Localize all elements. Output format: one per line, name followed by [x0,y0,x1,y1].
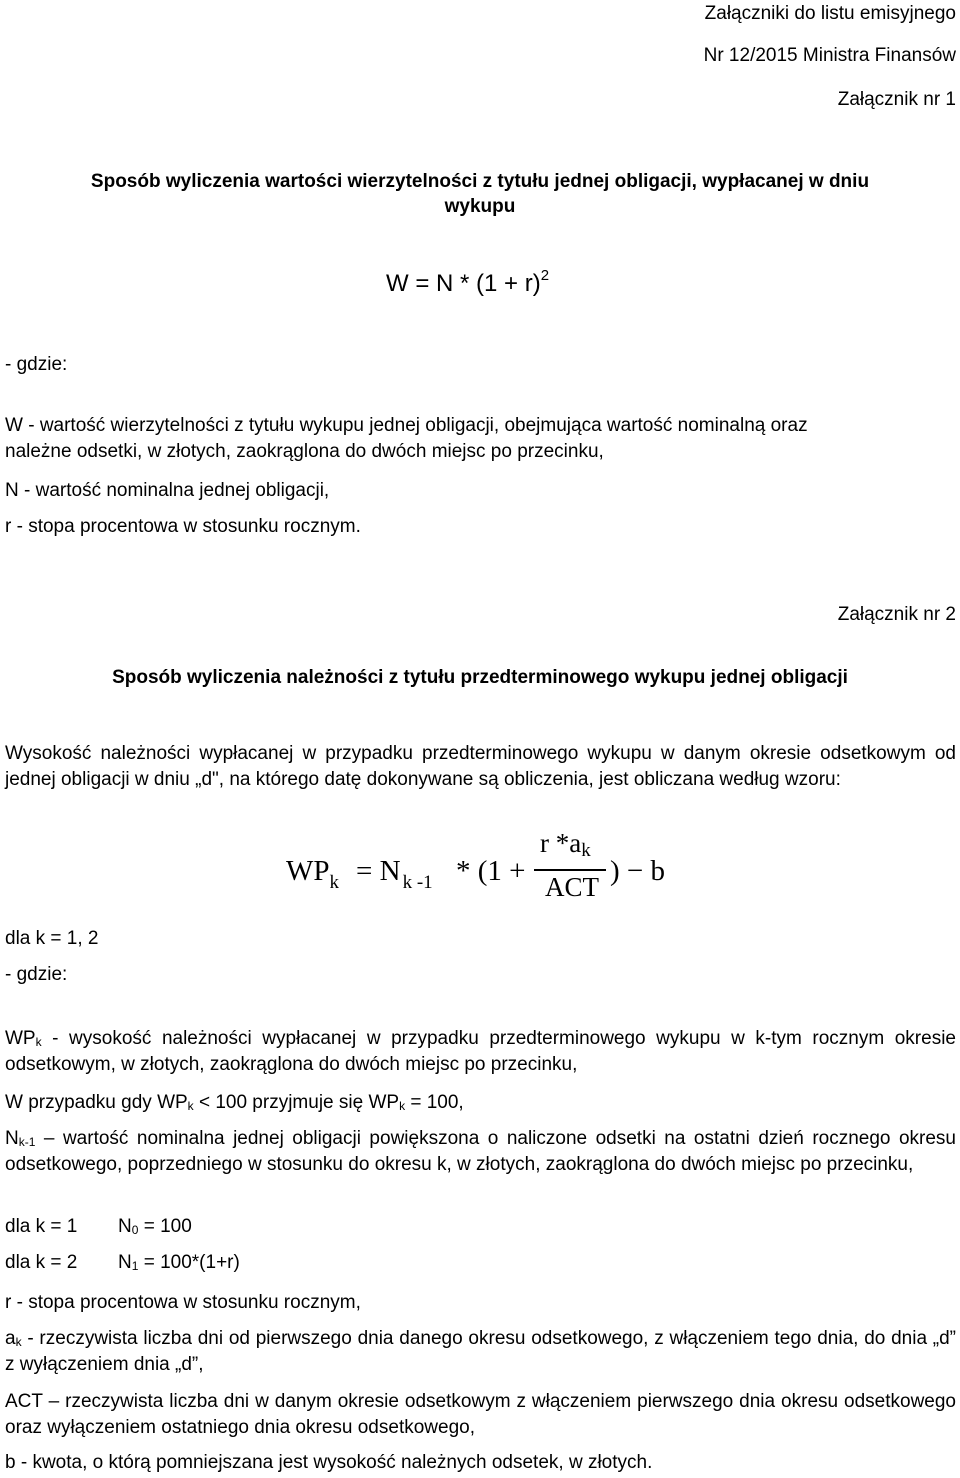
formula-denominator: ACT [545,872,599,902]
formula-fraction-bar [534,869,606,871]
def-wp: $WP_k$ - wysokość należności wypłacanej w przypadku przedterminowego wykupu w k-tym rocznym okresie odsetkowym, w złotych, zaokrąglona do dwóch miejsc po przecinku, [5,1028,956,1075]
def-b: b - kwota, o którą pomniejszana jest wysokość należnych odsetek, w złotych. [5,1452,653,1473]
dla-k-1-2: dla k = 1, 2 [5,928,99,949]
def-n: N - wartość nominalna jednej obligacji, [5,480,330,501]
section1-where: - gdzie: [5,354,68,375]
header-line-2: Nr 12/2015 Ministra Finansów [703,45,956,66]
section2-intro: Wysokość należności wypłacanej w przypadku przedterminowego wykupu w danym okresie odsetkowym od jednej obligacji w dniu „d", na którego datę dokonywane są obliczenia, jest obliczana według wzoru: [5,743,956,790]
k1-label: dla k = 1 [5,1216,78,1237]
formula-numerator: r *ak [540,828,591,861]
section1-title-line2: wykupu [444,196,516,217]
formula-w-main: W = N * (1 + r) [386,270,541,297]
k2-value: $N_1 = 100*(1+r)$ [118,1252,240,1273]
wp-condition: W przypadku gdy $WP_k < 100$ przyjmuje się $WP_k = 100$, [5,1092,464,1113]
def-act: ACT – rzeczywista liczba dni w danym okresie odsetkowym z włączeniem pierwszego dnia okresu odsetkowego oraz wyłączeniem ostatniego dnia okresu odsetkowego, [5,1391,956,1438]
formula-n: = N $_{k -1}$ [356,855,433,893]
formula-w-exponent: 2 [540,267,550,284]
annex-2-label: Załącznik nr 2 [837,604,956,625]
formula-w [386,267,550,298]
def-w-line2: należne odsetki, w złotych, zaokrąglona do dwóch miejsc po przecinku, [5,441,604,462]
formula-close: ) − b [610,855,666,887]
formula-star: * (1 + [456,855,526,887]
formula-wp-symbol: $WP_k$ [286,855,339,893]
annex-1-label: Załącznik nr 1 [837,89,956,110]
def-w-line1: W - wartość wierzytelności z tytułu wykupu jednej obligacji, obejmująca wartość nominalną oraz [5,415,808,436]
header-line-1: Załączniki do listu emisyjnego [704,3,956,24]
def-r: r - stopa procentowa w stosunku rocznym. [5,516,361,537]
section1-title-line1: Sposób wyliczenia wartości wierzytelności z tytułu jednej obligacji, wypłacanej w dniu [90,171,870,192]
def-r-2: r - stopa procentowa w stosunku rocznym, [5,1292,361,1313]
k1-value: $N_0 = 100$ [118,1216,192,1237]
k2-label: dla k = 2 [5,1252,78,1273]
def-nk: $N_{k-1}$ – wartość nominalna jednej obligacji powiększona o naliczone odsetki na ostatni dzień rocznego okresu odsetkowego, poprzedniego w stosunku do okresu k, w złotych, zaokrąglona do dwóch miejsc po przecinku, [5,1128,956,1175]
def-ak: $a_k$ - rzeczywista liczba dni od pierwszego dnia danego okresu odsetkowego, z włączeniem tego dnia, do dnia „d” z wyłączeniem dnia „d”, [5,1328,956,1375]
section2-where: - gdzie: [5,964,68,985]
section2-title: Sposób wyliczenia należności z tytułu przedterminowego wykupu jednej obligacji [112,667,848,688]
